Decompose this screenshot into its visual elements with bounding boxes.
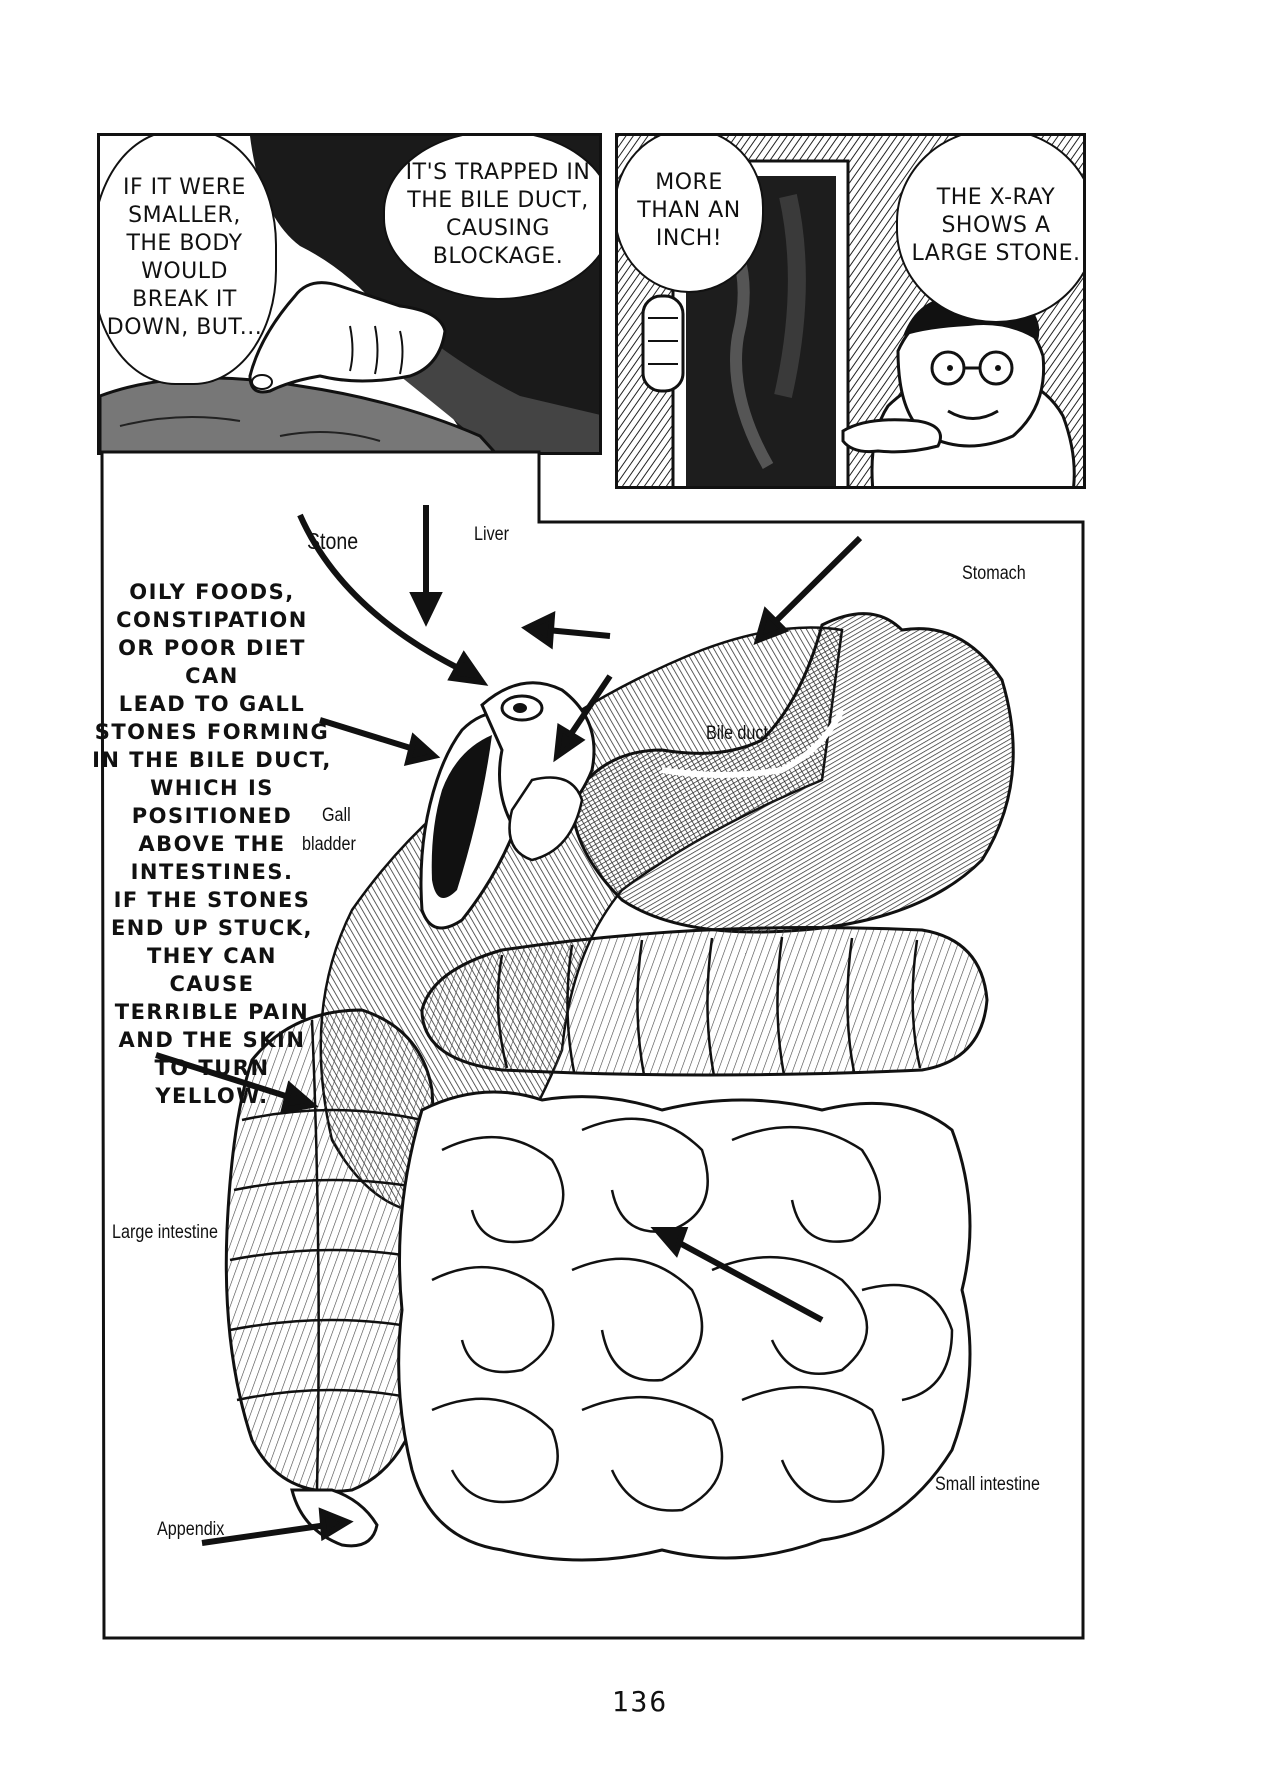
explanation-caption: OILY FOODS, CONSTIPATION OR POOR DIET CAN LEAD TO GALL STONES FORMING IN THE BILE DUCT, WHICH IS POSITIONED ABOVE THE INTESTINES. IF THE STONES END UP STUCK, THEY CAN CAUSE TERRIBLE PAIN AND THE SKIN TO TURN YELLOW. xyxy=(92,580,332,1108)
label-stomach: Stomach xyxy=(962,563,1026,584)
label-appendix: Appendix xyxy=(157,1519,225,1540)
label-bile-duct: Bile duct xyxy=(706,723,768,744)
speech-bubble-xray: THE X-RAY SHOWS A LARGE STONE. xyxy=(896,133,1086,323)
speech-bubble-trapped: IT'S TRAPPED IN THE BILE DUCT, CAUSING BLOCKAGE. xyxy=(383,133,602,300)
label-liver: Liver xyxy=(474,524,510,545)
page-number: 136 xyxy=(611,1685,669,1718)
label-small-intestine: Small intestine xyxy=(935,1474,1041,1495)
panel-anatomy-diagram xyxy=(92,450,1085,1640)
speech-bubble-inch: MORE THAN AN INCH! xyxy=(615,133,764,293)
label-gall-bladder-line1: Gall xyxy=(322,805,351,826)
panel-finger-point xyxy=(97,133,602,455)
speech-bubble-smaller: IF IT WERE SMALLER, THE BODY WOULD BREAK IT DOWN, BUT... xyxy=(97,133,277,385)
panel-doctor-xray xyxy=(615,133,1086,489)
label-gall-bladder-line2: bladder xyxy=(302,834,356,855)
label-large-intestine: Large intestine xyxy=(112,1222,218,1243)
label-stone: Stone xyxy=(307,528,359,554)
